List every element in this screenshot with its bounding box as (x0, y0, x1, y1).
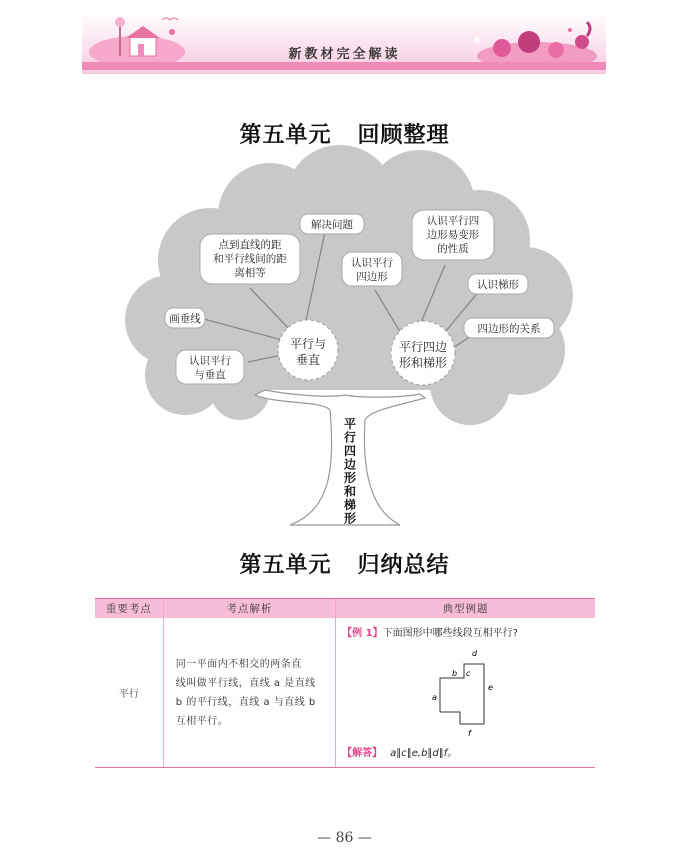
trunk-label (344, 416, 357, 526)
left-center-line2: 垂直 (295, 353, 321, 367)
label-f: f (468, 729, 471, 738)
label-a: a (432, 693, 438, 702)
leaf-solve: 解决问题 (311, 219, 353, 231)
review-title-text: 回顾整理 (357, 122, 450, 148)
header-explanation: 考点解析 (163, 599, 335, 619)
topic-cell: 平行 (95, 618, 163, 768)
leaf-relation: 四边形的关系 (477, 323, 541, 335)
trunk-label-char: 形 (343, 511, 357, 526)
answer-text: a∥c∥e,b∥d∥f。 (390, 748, 458, 759)
step-figure (426, 644, 516, 740)
leaf-trapezoid: 认识梯形 (477, 279, 519, 291)
header-title: 新教材完全解读 (288, 47, 401, 62)
label-e: e (488, 683, 494, 692)
trunk-label-char: 平 (343, 417, 357, 431)
summary-title-unit: 第五单元 (239, 552, 332, 578)
example-cell (336, 618, 595, 768)
explanation-cell (163, 618, 335, 768)
summary-title (0, 548, 689, 579)
label-c: c (466, 669, 471, 678)
explanation-line: 线叫做平行线，直线 a 是直线 (175, 677, 316, 689)
summary-title-text: 归纳总结 (357, 552, 450, 578)
leaf-distance-line1: 点到直线的距 (218, 239, 282, 251)
header-topic: 重要考点 (95, 599, 163, 619)
leaf-recognize-parallelogram-line2: 四边形 (356, 271, 388, 283)
leaf-recognize-line2: 与垂直 (194, 369, 226, 381)
leaf-distance-line2: 和平行线间的距 (213, 253, 287, 265)
explanation-line: 同一平面内不相交的两条直 (175, 658, 302, 670)
trunk-label-char: 行 (343, 430, 357, 445)
review-title-unit: 第五单元 (239, 122, 332, 148)
right-center-line1: 平行四边 (398, 340, 448, 354)
trunk-label-char: 和 (343, 484, 357, 499)
label-d: d (472, 649, 478, 658)
leaf-property-line1: 认识平行四 (426, 215, 480, 227)
table-header-row (95, 599, 595, 619)
trunk-label-char: 形 (343, 471, 357, 485)
right-center-line2: 形和梯形 (398, 356, 448, 370)
leaf-recognize-line1: 认识平行 (189, 355, 231, 367)
example-question-line (342, 624, 518, 639)
label-b: b (452, 669, 458, 678)
trunk-label-char: 四 (343, 444, 357, 458)
header-example: 典型例题 (336, 599, 595, 619)
trunk-label-char: 梯 (343, 498, 357, 512)
leaf-property-line2: 边形易变形 (426, 229, 480, 241)
leaf-property-line3: 的性质 (437, 243, 469, 255)
table-row (95, 618, 595, 768)
tree-trunk (255, 390, 425, 525)
leaf-recognize-parallelogram-line1: 认识平行 (351, 257, 393, 269)
answer-label: 【解答】 (342, 748, 383, 759)
answer-line (342, 744, 457, 759)
leaf-draw-perpendicular: 画垂线 (169, 313, 201, 325)
example-label: 【例 1】 (342, 628, 383, 639)
summary-table (95, 598, 595, 768)
explanation-line: b 的平行线，直线 a 与直线 b (175, 696, 316, 708)
example-question: 下面图形中哪些线段互相平行? (382, 628, 518, 639)
leaf-distance-line3: 离相等 (234, 267, 266, 279)
trunk-label-char: 边 (343, 457, 357, 472)
page-number: — 86 — (317, 830, 372, 846)
left-center-line1: 平行与 (289, 337, 327, 351)
explanation-line: 互相平行。 (175, 715, 229, 727)
